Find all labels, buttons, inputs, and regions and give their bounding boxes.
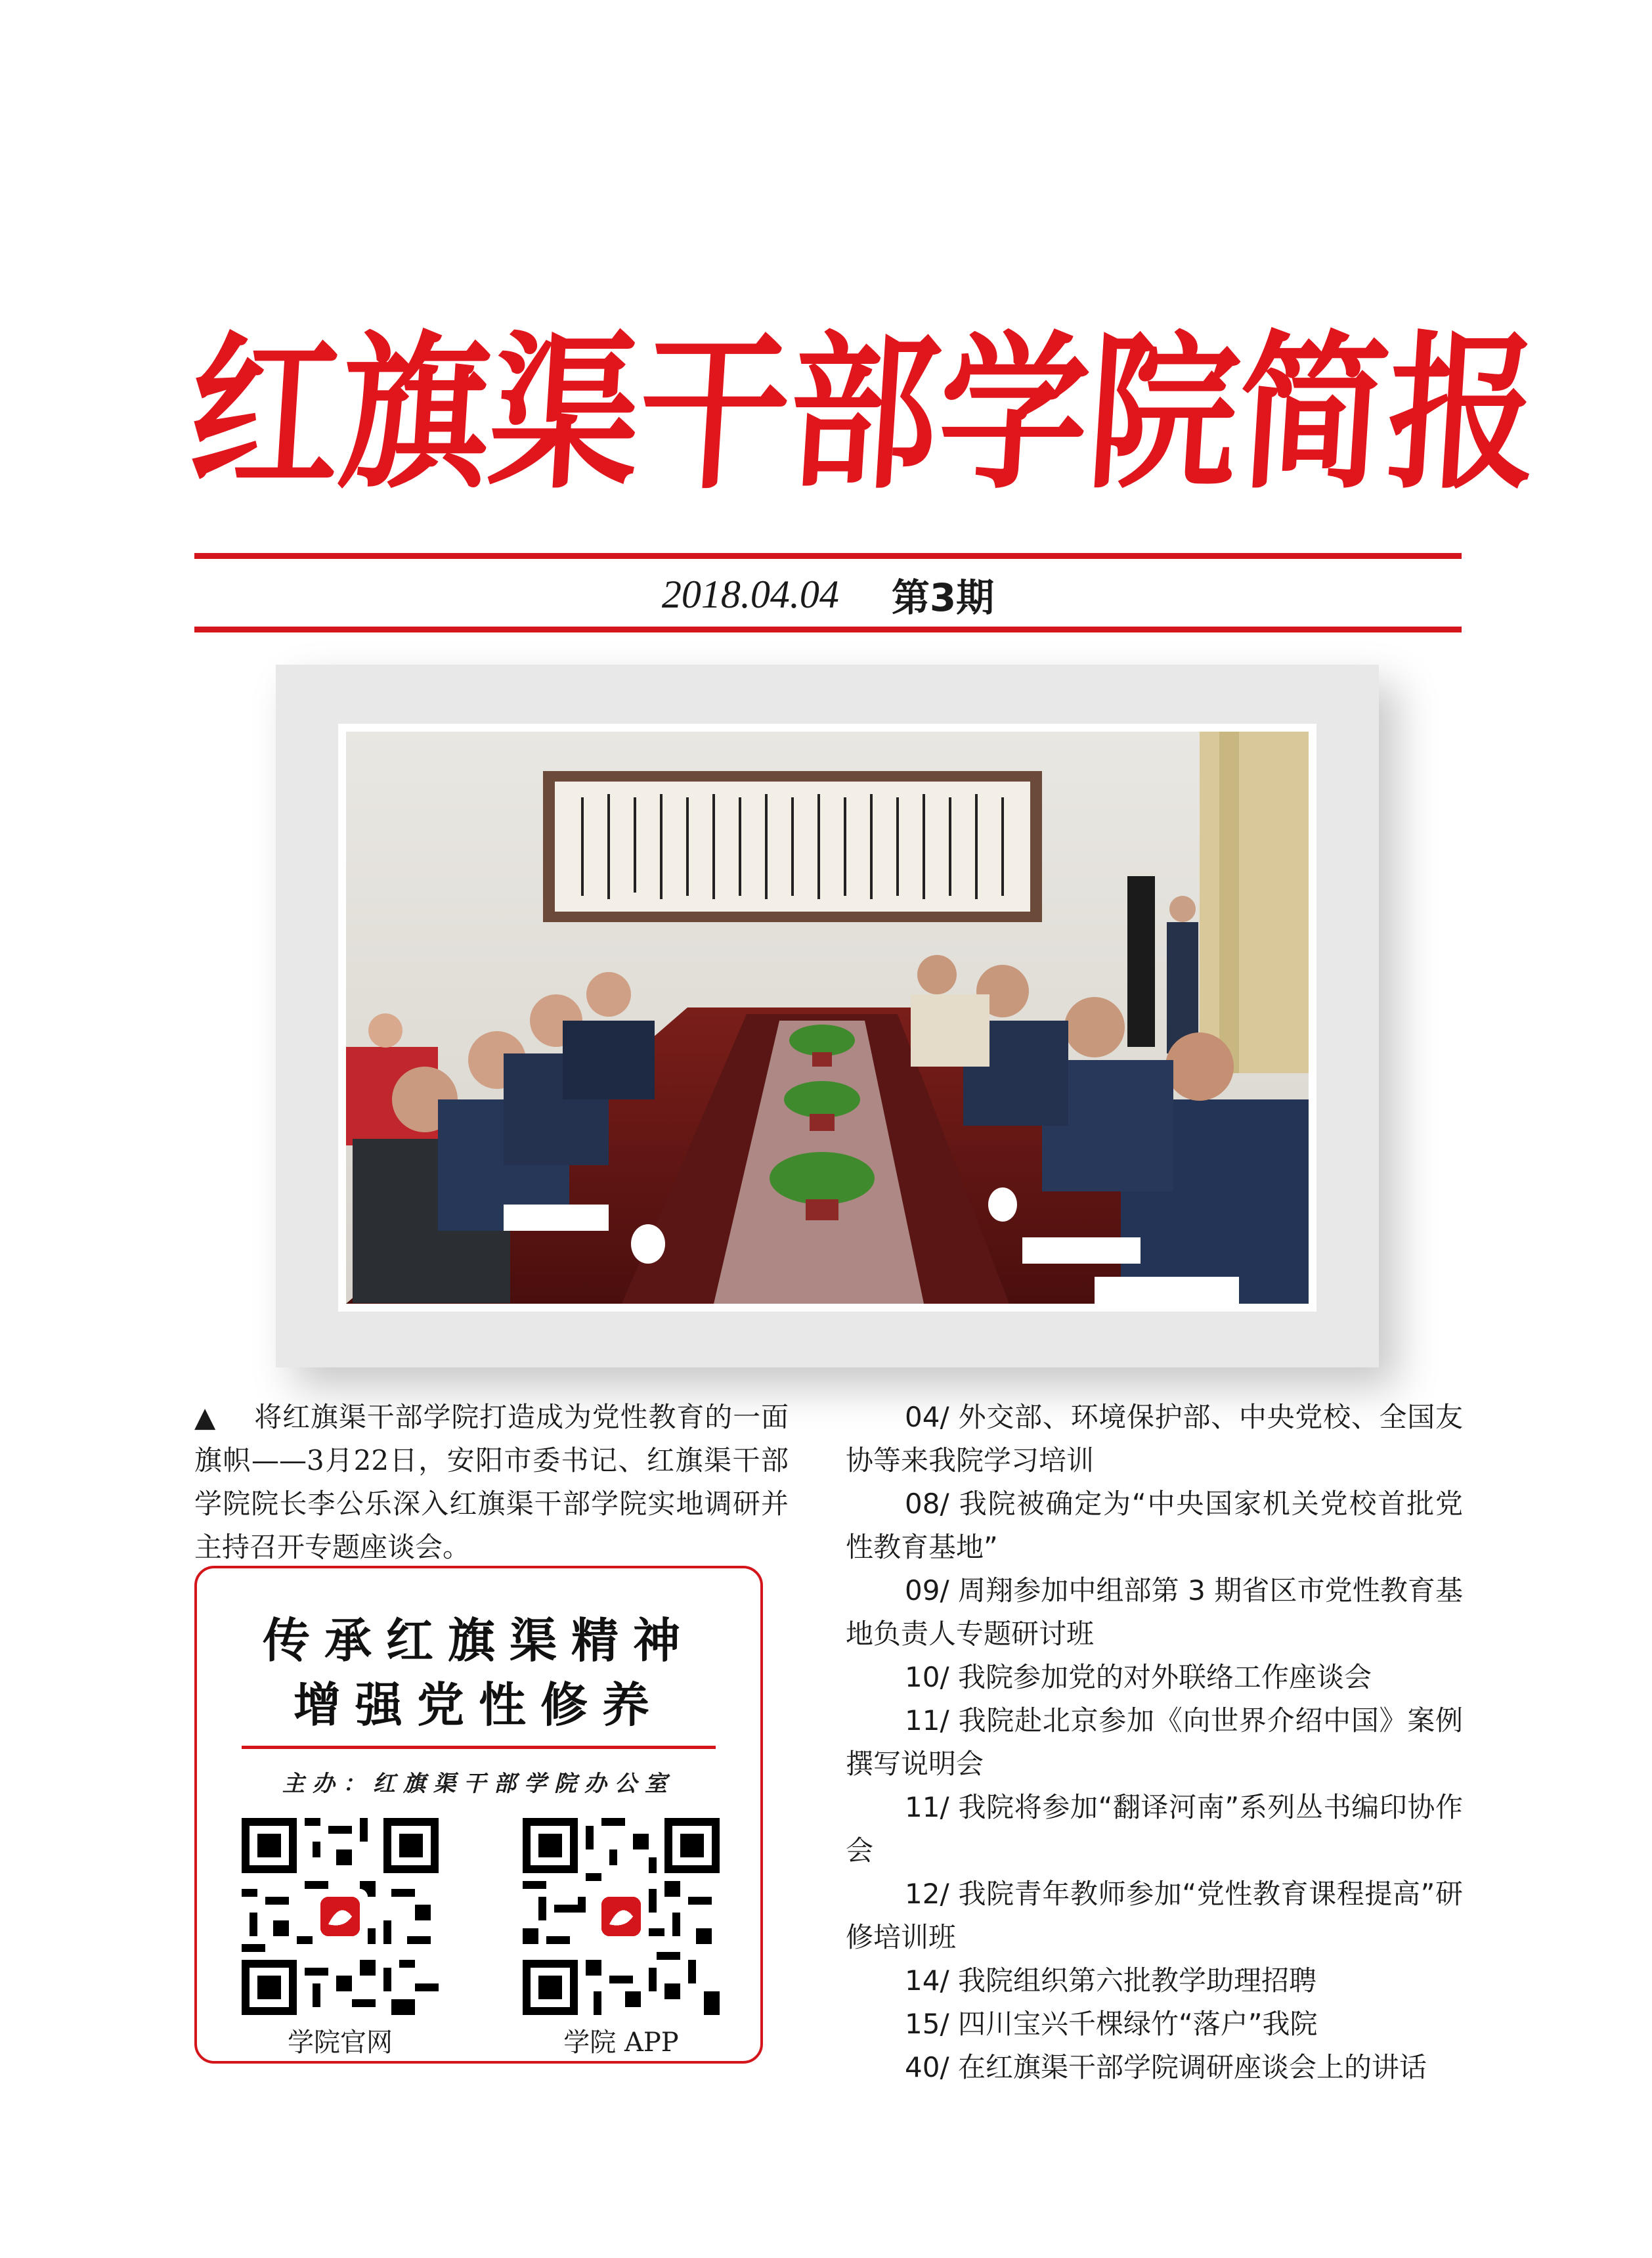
toc-item[interactable]: 11/ 我院将参加“翻译河南”系列丛书编印协作会 xyxy=(846,1791,1463,1867)
toc-item[interactable]: 09/ 周翔参加中组部第 3 期省区市党性教育基地负责人专题研讨班 xyxy=(846,1574,1463,1650)
masthead-rule-bottom xyxy=(194,627,1462,632)
toc-item[interactable]: 40/ 在红旗渠干部学院调研座谈会上的讲话 xyxy=(905,2051,1427,2083)
masthead-char: 院 xyxy=(1082,316,1245,512)
issue-date: 2018.04.04 xyxy=(661,572,839,616)
caption-text: 将红旗渠干部学院打造成为党性教育的一面旗帜——3月22日，安阳市委书记、红旗渠干部学院院长李公乐深入红旗渠干部学院实地调研并主持召开专题座谈会。 xyxy=(194,1401,789,1563)
toc-item[interactable]: 10/ 我院参加党的对外联络工作座谈会 xyxy=(905,1661,1372,1693)
toc-item[interactable]: 14/ 我院组织第六批教学助理招聘 xyxy=(905,1964,1316,1997)
app-qr-label: 学院 APP xyxy=(563,2027,679,2058)
toc-item[interactable]: 04/ 外交部、环境保护部、中央党校、全国友协等来我院学习培训 xyxy=(846,1401,1463,1476)
meeting-photo-illustration xyxy=(346,732,1309,1304)
website-qr-code[interactable] xyxy=(242,1818,439,2015)
masthead-title xyxy=(184,309,1544,519)
sponsor-line: 主办：红旗渠干部学院办公室 xyxy=(282,1771,675,1797)
photo-caption xyxy=(194,1396,789,1569)
masthead-rule-top xyxy=(194,553,1462,559)
toc-item[interactable]: 12/ 我院青年教师参加“党性教育课程提高”研修培训班 xyxy=(846,1878,1463,1953)
issue-number: 第3期 xyxy=(891,575,995,620)
calligraphy-scroll xyxy=(543,771,1042,922)
masthead-char: 旗 xyxy=(334,316,496,512)
table-of-contents xyxy=(846,1396,1463,2089)
app-qr-code[interactable] xyxy=(523,1818,720,2015)
masthead-char: 简 xyxy=(1232,316,1395,512)
toc-item[interactable]: 11/ 我院赴北京参加《向世界介绍中国》案例撰写说明会 xyxy=(846,1704,1463,1780)
website-qr-label: 学院官网 xyxy=(288,2027,393,2058)
slogan-line-1: 传承红旗渠精神 xyxy=(262,1612,695,1668)
toc-item[interactable]: 15/ 四川宝兴千棵绿竹“落户”我院 xyxy=(905,2008,1318,2040)
masthead-char: 报 xyxy=(1381,316,1544,512)
issue-line xyxy=(194,566,1462,623)
promo-divider xyxy=(242,1746,716,1749)
promo-box xyxy=(194,1566,763,2064)
masthead-char: 红 xyxy=(184,316,347,512)
masthead-char: 干 xyxy=(633,316,796,512)
toc-item[interactable]: 08/ 我院被确定为“中央国家机关党校首批党性教育基地” xyxy=(846,1488,1463,1563)
masthead-char: 学 xyxy=(932,316,1095,512)
meeting-photo xyxy=(338,724,1316,1312)
caption-marker: ▲ xyxy=(194,1401,217,1433)
masthead-char: 部 xyxy=(783,316,946,512)
photo-frame xyxy=(276,665,1379,1367)
slogan-line-2: 增强党性修养 xyxy=(293,1677,664,1733)
masthead-char: 渠 xyxy=(483,316,646,512)
